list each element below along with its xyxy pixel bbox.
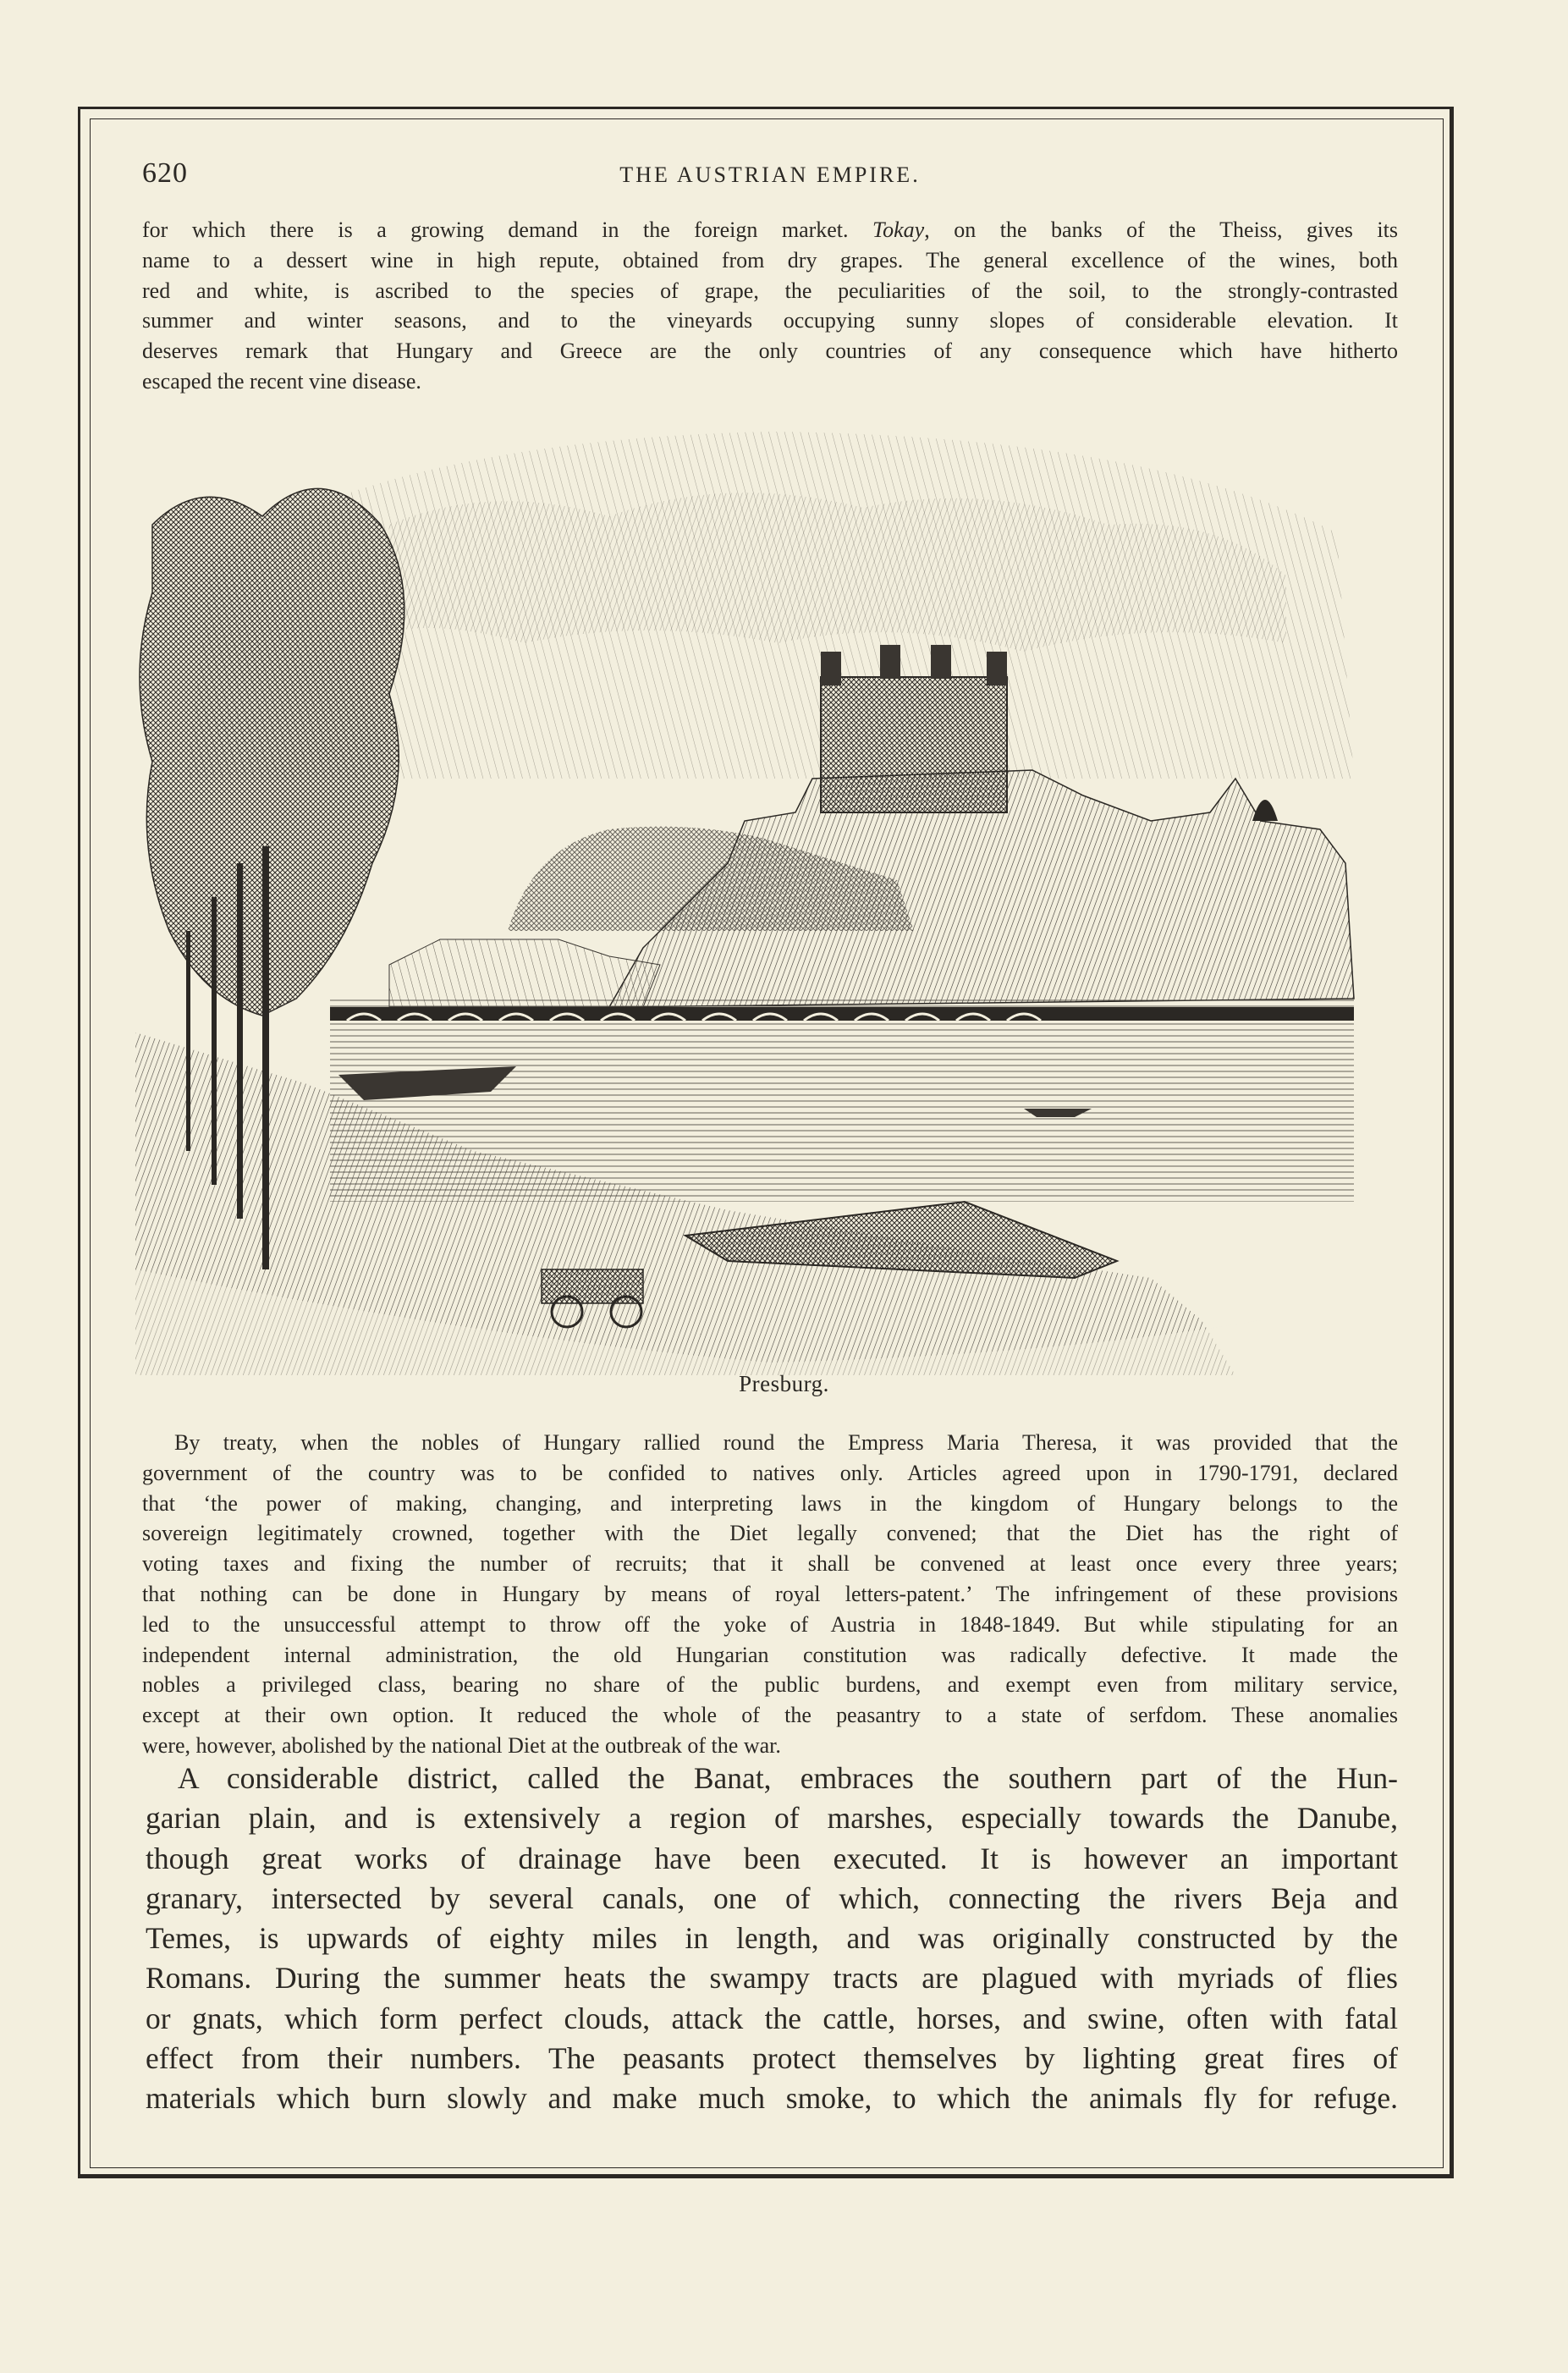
text-line: government of the country was to be confided to natives only. Articles agreed upon in 1790-1791, declared xyxy=(142,1460,1398,1485)
bridge xyxy=(330,1007,1354,1021)
text-line: voting taxes and fixing the number of recruits; that it shall be convened at least once every three years; xyxy=(142,1551,1398,1577)
text-line: red and white, is ascribed to the species of grape, the peculiarities of the soil, to the strongly-contrasted xyxy=(142,278,1398,303)
text-line: deserves remark that Hungary and Greece are the only countries of any consequence which have hitherto xyxy=(142,339,1398,364)
presburg-engraving xyxy=(135,423,1405,1375)
text-line: summer and winter seasons, and to the vineyards occupying sunny slopes of considerable elevation. It xyxy=(142,308,1398,333)
text-line: were, however, abolished by the national Diet at the outbreak of the war. xyxy=(142,1732,781,1758)
page-number: 620 xyxy=(142,157,188,189)
town xyxy=(609,770,1354,1007)
text-line: nobles a privileged class, bearing no share of the public burdens, and exempt even from military service, xyxy=(142,1672,1398,1698)
dome xyxy=(1252,800,1278,821)
text-line: independent internal administration, the old Hungarian constitution was radically defective. It made the xyxy=(142,1642,1398,1667)
text-line: name to a dessert wine in high repute, obtained from dry grapes. The general excellence of the wines, both xyxy=(142,247,1398,273)
text-line: materials which burn slowly and make much smoke, to which the animals fly for refuge. xyxy=(146,2081,1398,2116)
text-line: garian plain, and is extensively a region of marshes, especially towards the Danube, xyxy=(146,1801,1398,1836)
text-line: By treaty, when the nobles of Hungary rallied round the Empress Maria Theresa, it was provided that the xyxy=(174,1430,1398,1455)
text-line: Temes, is upwards of eighty miles in length, and was originally constructed by the xyxy=(146,1921,1398,1956)
place-name-tokay: Tokay xyxy=(872,217,925,242)
text-line: Romans. During the summer heats the swampy tracts are plagued with myriads of flies xyxy=(146,1961,1398,1996)
text-line: led to the unsuccessful attempt to throw off the yoke of Austria in 1848-1849. But while stipulating for an xyxy=(142,1611,1398,1637)
page-header xyxy=(142,157,1398,200)
text-line: A considerable district, called the Banat, embraces the southern part of the Hun- xyxy=(178,1761,1398,1795)
treaty-paragraph xyxy=(142,1428,1398,1761)
text-line: or gnats, which form perfect clouds, attack the cattle, horses, and swine, often with fatal xyxy=(146,2001,1398,2035)
text-line: though great works of drainage have been executed. It is however an important xyxy=(146,1841,1398,1875)
text-line: except at their own option. It reduced the whole of the peasantry to a state of serfdom. These anomalies xyxy=(142,1703,1398,1728)
top-paragraph xyxy=(142,215,1398,397)
text-line: sovereign legitimately crowned, together with the Diet legally convened; that the Diet has the right of xyxy=(142,1521,1398,1546)
illustration-caption: Presburg. xyxy=(739,1371,829,1396)
text-line: effect from their numbers. The peasants protect themselves by lighting great fires of xyxy=(146,2041,1398,2076)
text-line: escaped the recent vine disease. xyxy=(142,368,421,394)
text-line: for which there is a growing demand in the foreign market. Tokay, on the banks of the Theiss, gives its xyxy=(142,217,1398,242)
banat-paragraph xyxy=(146,1759,1398,2119)
text-line: that ‘the power of making, changing, and interpreting laws in the kingdom of Hungary belongs to the xyxy=(142,1490,1398,1516)
running-head: THE AUSTRIAN EMPIRE. xyxy=(619,162,921,187)
text-line: granary, intersected by several canals, one of which, connecting the rivers Beja and xyxy=(146,1880,1398,1915)
text-line: that nothing can be done in Hungary by means of royal letters-patent.’ The infringement of these provisions xyxy=(142,1581,1398,1606)
waterfront xyxy=(389,939,660,1007)
